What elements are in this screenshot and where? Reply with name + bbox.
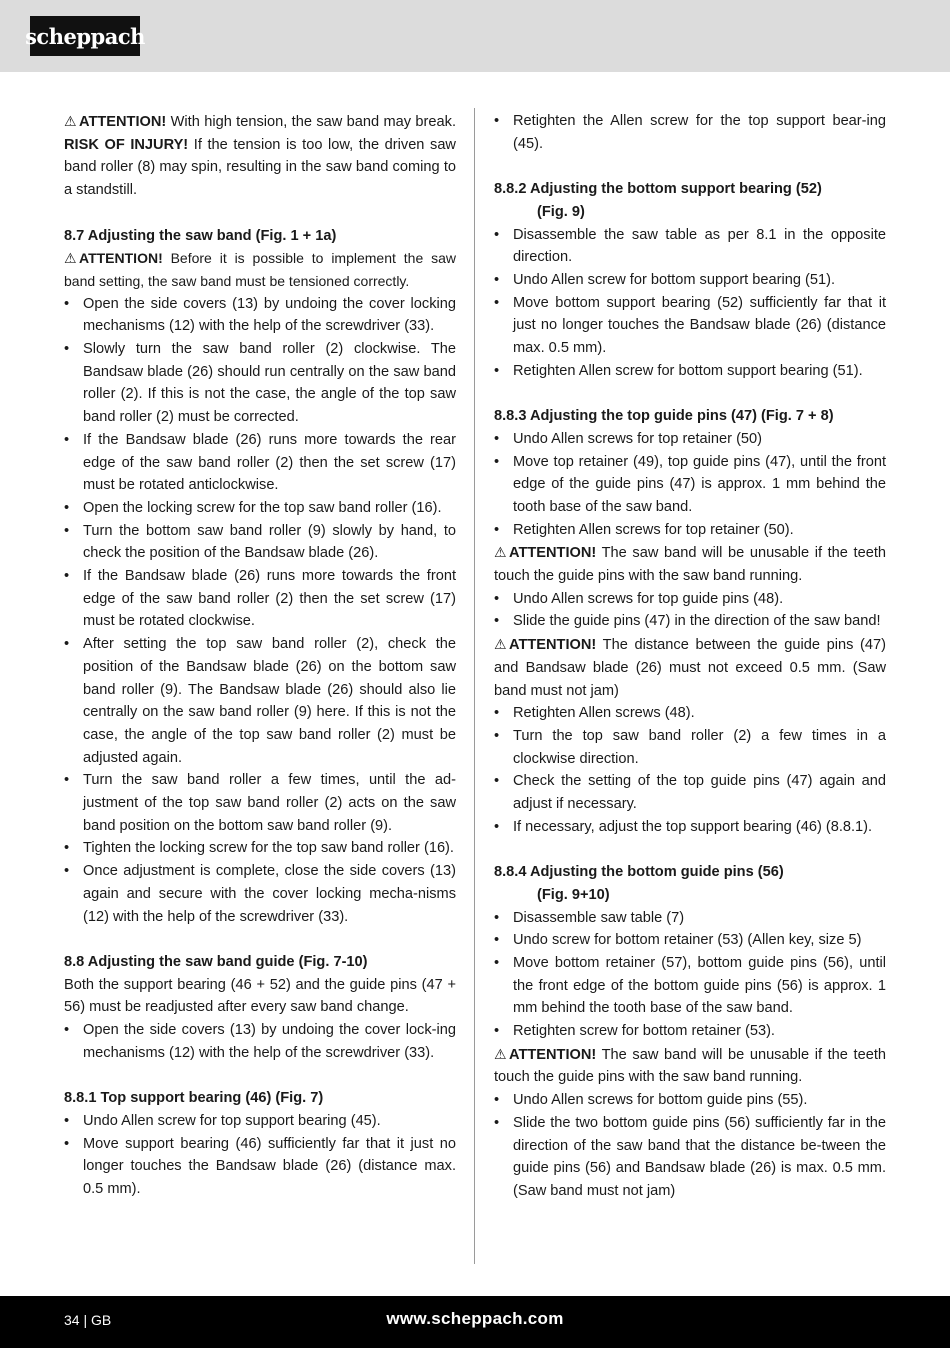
warning-text: If the tension is too low, the driven saw band roller (8) may spin, resulting in the saw band coming to a standstill.	[64, 136, 456, 199]
warning-triangle-icon: ⚠	[64, 250, 77, 267]
list-item: • Retighten the Allen screw for the top support bear-ing (45).	[494, 110, 886, 155]
list-item: • Disassemble the saw table as per 8.1 in the opposite direction.	[494, 224, 886, 269]
list-item: • Retighten screw for bottom retainer (53).	[494, 1020, 886, 1043]
warning-text: The distance between the guide pins (47) and Bandsaw blade (26) must not exceed 0.5 mm. (Saw band must not jam)	[494, 637, 886, 699]
list-item: • Open the side covers (13) by undoing the cover lock-ing mechanisms (12) with the help of the screwdriver (33).	[64, 1019, 456, 1064]
list-item: • Undo Allen screws for top retainer (50)	[494, 428, 886, 451]
heading-line: 8.8.4 Adjusting the bottom guide pins (56)	[494, 864, 784, 881]
warning-text: The saw band will be unusable if the teeth touch the guide pins with the saw band running.	[494, 545, 886, 585]
warning-text: With high tension, the saw band may break.	[166, 114, 456, 130]
warning-triangle-icon: ⚠	[494, 636, 507, 653]
step-list	[64, 293, 456, 929]
step-list	[494, 224, 886, 383]
list-item: • Move top retainer (49), top guide pins (47), until the front edge of the guide pins (47) is approx. 1 mm behind the tooth base of the saw band.	[494, 451, 886, 519]
section-heading-8-8-4	[494, 861, 886, 906]
section-intro: Both the support bearing (46 + 52) and the guide pins (47 + 56) must be readjusted after every saw band change.	[64, 976, 456, 1016]
step-list	[494, 907, 886, 1043]
warning-text: The saw band will be unusable if the teeth touch the guide pins with the saw band running.	[494, 1046, 886, 1086]
attention-note	[494, 633, 886, 702]
list-item: • Move bottom retainer (57), bottom guide pins (56), until the front edge of the bottom guide pins (56) is approx. 1 mm behind the tooth base of the saw band.	[494, 952, 886, 1020]
header-bar	[0, 0, 950, 72]
warning-label: ATTENTION!	[509, 637, 597, 654]
risk-label: RISK OF INJURY!	[64, 136, 189, 153]
step-list	[64, 1110, 456, 1201]
attention-note	[494, 541, 886, 587]
left-column	[64, 110, 456, 1201]
section-heading-8-8: 8.8 Adjusting the saw band guide (Fig. 7-10)	[64, 953, 368, 970]
section-heading-8-7: 8.7 Adjusting the saw band (Fig. 1 + 1a)	[64, 227, 337, 244]
list-item: • Slide the guide pins (47) in the direction of the saw band!	[494, 610, 886, 633]
list-item: • Open the side covers (13) by undoing the cover locking mechanisms (12) with the help of the screwdriver (33).	[64, 293, 456, 338]
tension-warning	[64, 110, 456, 202]
warning-triangle-icon: ⚠	[494, 544, 507, 561]
warning-label: ATTENTION!	[509, 1046, 597, 1063]
list-item: • Slide the two bottom guide pins (56) sufficiently far in the direction of the saw band that the distance be-tween the guide pins (56) and Bandsaw blade (26) is max. 0.5 mm. (Saw band must not jam)	[494, 1112, 886, 1203]
section-heading-8-8-2	[494, 178, 886, 223]
step-list	[494, 1089, 886, 1203]
list-item: • Tighten the locking screw for the top saw band roller (16).	[64, 837, 456, 860]
warning-triangle-icon: ⚠	[64, 113, 77, 129]
list-item: • Disassemble saw table (7)	[494, 907, 886, 930]
right-column	[494, 110, 886, 1203]
list-item: • Retighten Allen screws for top retainer (50).	[494, 519, 886, 542]
list-item: • Retighten Allen screws (48).	[494, 702, 886, 725]
step-list	[64, 1019, 456, 1064]
warning-triangle-icon: ⚠	[494, 1045, 507, 1062]
list-item: • Turn the saw band roller a few times, until the ad-justment of the top saw band roller (2) acts on the saw band position on the bottom saw band roller (9).	[64, 769, 456, 837]
list-item: • Undo Allen screws for top guide pins (48).	[494, 588, 886, 611]
page-number: 34 | GB	[64, 1312, 112, 1328]
step-list	[494, 588, 886, 633]
step-list	[494, 428, 886, 542]
heading-line: (Fig. 9+10)	[537, 886, 610, 903]
list-item: • Check the setting of the top guide pins (47) again and adjust if necessary.	[494, 770, 886, 815]
list-item: • Slowly turn the saw band roller (2) clockwise. The Bandsaw blade (26) should run centrally on the saw band roller (2). If this is not the case, the angle of the top saw band roller (2) must be corrected.	[64, 338, 456, 429]
list-item: • Turn the top saw band roller (2) a few times in a clockwise direction.	[494, 725, 886, 770]
section-heading-8-8-1: 8.8.1 Top support bearing (46) (Fig. 7)	[64, 1090, 324, 1107]
list-item: • Turn the bottom saw band roller (9) slowly by hand, to check the position of the Bandsaw blade (26).	[64, 520, 456, 565]
attention-note	[64, 247, 456, 292]
brand-logo: scheppach	[30, 16, 140, 56]
list-item: • If necessary, adjust the top support bearing (46) (8.8.1).	[494, 816, 886, 839]
list-item: • Retighten Allen screw for bottom support bearing (51).	[494, 360, 886, 383]
list-item: • Open the locking screw for the top saw band roller (16).	[64, 497, 456, 520]
column-divider	[474, 108, 475, 1264]
step-list	[494, 110, 886, 155]
step-list	[494, 702, 886, 838]
list-item: • If the Bandsaw blade (26) runs more towards the front edge of the saw band roller (2) then the set screw (17) must be rotated clockwise.	[64, 565, 456, 633]
warning-text: Before it is possible to implement the saw band setting, the saw band must be tensioned correctly.	[64, 250, 456, 289]
list-item: • Undo Allen screw for top support bearing (45).	[64, 1110, 456, 1133]
list-item: • Once adjustment is complete, close the side covers (13) again and secure with the cover locking mecha-nisms (12) with the help of the screwdriver (33).	[64, 860, 456, 928]
heading-line: 8.8.2 Adjusting the bottom support bearing (52)	[494, 181, 822, 198]
warning-label: ATTENTION!	[79, 114, 167, 130]
warning-label: ATTENTION!	[79, 250, 163, 267]
list-item: • Undo Allen screw for bottom support bearing (51).	[494, 269, 886, 292]
list-item: • After setting the top saw band roller (2), check the position of the Bandsaw blade (26) on the bottom saw band roller (9). The Bandsaw blade (26) should also lie centrally on the saw band roller (9) here. If this is not the case, the angle of the top saw band roller (2) must be adjusted again.	[64, 633, 456, 769]
list-item: • Move bottom support bearing (52) sufficiently far that it just no longer touches the Bandsaw blade (26) (distance max. 0.5 mm).	[494, 292, 886, 360]
list-item: • Undo screw for bottom retainer (53) (Allen key, size 5)	[494, 929, 886, 952]
list-item: • Move support bearing (46) sufficiently far that it just no longer touches the Bandsaw blade (26) (distance max. 0.5 mm).	[64, 1133, 456, 1201]
list-item: • Undo Allen screws for bottom guide pins (55).	[494, 1089, 886, 1112]
warning-label: ATTENTION!	[509, 545, 597, 562]
attention-note	[494, 1043, 886, 1089]
heading-line: (Fig. 9)	[537, 203, 585, 220]
website-link[interactable]: www.scheppach.com	[386, 1309, 564, 1328]
list-item: • If the Bandsaw blade (26) runs more towards the rear edge of the saw band roller (2) then the set screw (17) must be rotated anticlockwise.	[64, 429, 456, 497]
section-heading-8-8-3: 8.8.3 Adjusting the top guide pins (47) (Fig. 7 + 8)	[494, 408, 834, 425]
footer-bar	[0, 1296, 950, 1348]
